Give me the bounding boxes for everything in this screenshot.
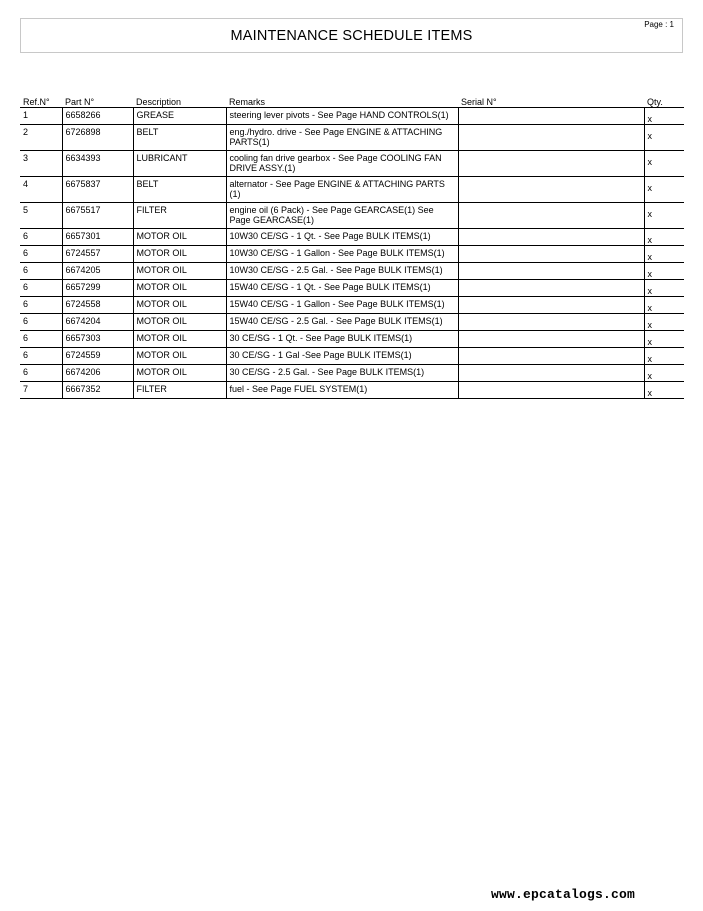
cell-ref: 6 — [20, 246, 62, 263]
table-body — [20, 108, 684, 399]
table-row — [20, 246, 684, 263]
cell-remarks: 30 CE/SG - 1 Gal -See Page BULK ITEMS(1) — [226, 348, 458, 365]
cell-remarks: alternator - See Page ENGINE & ATTACHING PARTS (1) — [226, 177, 458, 203]
cell-remarks: fuel - See Page FUEL SYSTEM(1) — [226, 382, 458, 399]
cell-qty: x — [644, 297, 684, 314]
column-header-part: Part N° — [62, 96, 133, 108]
table-row — [20, 203, 684, 229]
cell-part-number: 6724558 — [62, 297, 133, 314]
cell-qty: x — [644, 314, 684, 331]
cell-part-number: 6634393 — [62, 151, 133, 177]
cell-serial — [458, 125, 644, 151]
cell-ref: 6 — [20, 314, 62, 331]
cell-remarks: 15W40 CE/SG - 1 Gallon - See Page BULK ITEMS(1) — [226, 297, 458, 314]
cell-remarks: 30 CE/SG - 1 Qt. - See Page BULK ITEMS(1) — [226, 331, 458, 348]
footer-url[interactable]: www.epcatalogs.com — [491, 887, 636, 902]
cell-ref: 5 — [20, 203, 62, 229]
cell-remarks: 15W40 CE/SG - 2.5 Gal. - See Page BULK ITEMS(1) — [226, 314, 458, 331]
cell-description: MOTOR OIL — [133, 246, 226, 263]
cell-part-number: 6667352 — [62, 382, 133, 399]
cell-remarks: 30 CE/SG - 2.5 Gal. - See Page BULK ITEMS(1) — [226, 365, 458, 382]
table-row — [20, 348, 684, 365]
cell-description: GREASE — [133, 108, 226, 125]
cell-qty: x — [644, 177, 684, 203]
table-header-row — [20, 96, 684, 108]
cell-description: MOTOR OIL — [133, 280, 226, 297]
cell-description: MOTOR OIL — [133, 365, 226, 382]
cell-part-number: 6674205 — [62, 263, 133, 280]
cell-ref: 3 — [20, 151, 62, 177]
column-header-remarks: Remarks — [226, 96, 458, 108]
cell-remarks: 10W30 CE/SG - 1 Qt. - See Page BULK ITEMS(1) — [226, 229, 458, 246]
cell-remarks: 10W30 CE/SG - 2.5 Gal. - See Page BULK ITEMS(1) — [226, 263, 458, 280]
cell-description: MOTOR OIL — [133, 331, 226, 348]
column-header-qty: Qty. — [644, 96, 684, 108]
cell-remarks: 15W40 CE/SG - 1 Qt. - See Page BULK ITEMS(1) — [226, 280, 458, 297]
cell-serial — [458, 108, 644, 125]
cell-part-number: 6657303 — [62, 331, 133, 348]
cell-description: MOTOR OIL — [133, 263, 226, 280]
cell-remarks: steering lever pivots - See Page HAND CONTROLS(1) — [226, 108, 458, 125]
cell-qty: x — [644, 246, 684, 263]
cell-ref: 2 — [20, 125, 62, 151]
cell-description: MOTOR OIL — [133, 229, 226, 246]
cell-qty: x — [644, 125, 684, 151]
cell-ref: 6 — [20, 263, 62, 280]
table-row — [20, 365, 684, 382]
cell-description: BELT — [133, 125, 226, 151]
table-row — [20, 280, 684, 297]
cell-part-number: 6674206 — [62, 365, 133, 382]
cell-serial — [458, 348, 644, 365]
cell-ref: 6 — [20, 280, 62, 297]
cell-description: FILTER — [133, 203, 226, 229]
cell-part-number: 6724559 — [62, 348, 133, 365]
cell-serial — [458, 229, 644, 246]
table-row — [20, 151, 684, 177]
cell-serial — [458, 177, 644, 203]
table-row — [20, 108, 684, 125]
items-table — [20, 96, 684, 399]
table-row — [20, 314, 684, 331]
cell-description: MOTOR OIL — [133, 348, 226, 365]
cell-remarks: 10W30 CE/SG - 1 Gallon - See Page BULK ITEMS(1) — [226, 246, 458, 263]
cell-ref: 4 — [20, 177, 62, 203]
cell-qty: x — [644, 108, 684, 125]
cell-qty: x — [644, 263, 684, 280]
cell-description: FILTER — [133, 382, 226, 399]
cell-serial — [458, 263, 644, 280]
cell-serial — [458, 151, 644, 177]
cell-description: MOTOR OIL — [133, 297, 226, 314]
cell-serial — [458, 365, 644, 382]
table-row — [20, 263, 684, 280]
table-row — [20, 382, 684, 399]
cell-qty: x — [644, 280, 684, 297]
cell-serial — [458, 280, 644, 297]
cell-part-number: 6657301 — [62, 229, 133, 246]
cell-ref: 6 — [20, 297, 62, 314]
cell-ref: 1 — [20, 108, 62, 125]
cell-part-number: 6724557 — [62, 246, 133, 263]
cell-qty: x — [644, 151, 684, 177]
cell-serial — [458, 382, 644, 399]
cell-ref: 6 — [20, 229, 62, 246]
cell-description: LUBRICANT — [133, 151, 226, 177]
cell-part-number: 6658266 — [62, 108, 133, 125]
cell-description: BELT — [133, 177, 226, 203]
table-row — [20, 297, 684, 314]
cell-qty: x — [644, 203, 684, 229]
cell-part-number: 6675837 — [62, 177, 133, 203]
cell-serial — [458, 331, 644, 348]
column-header-ref: Ref.N° — [20, 96, 62, 108]
cell-ref: 6 — [20, 365, 62, 382]
page-title: MAINTENANCE SCHEDULE ITEMS — [230, 28, 473, 44]
table-row — [20, 229, 684, 246]
column-header-description: Description — [133, 96, 226, 108]
cell-part-number: 6674204 — [62, 314, 133, 331]
table-row — [20, 331, 684, 348]
cell-part-number: 6726898 — [62, 125, 133, 151]
table-row — [20, 125, 684, 151]
cell-remarks: eng./hydro. drive - See Page ENGINE & ATTACHING PARTS(1) — [226, 125, 458, 151]
page-header — [20, 18, 683, 53]
cell-qty: x — [644, 331, 684, 348]
table-row — [20, 177, 684, 203]
cell-remarks: engine oil (6 Pack) - See Page GEARCASE(1) See Page GEARCASE(1) — [226, 203, 458, 229]
cell-serial — [458, 314, 644, 331]
cell-ref: 6 — [20, 348, 62, 365]
cell-qty: x — [644, 348, 684, 365]
cell-qty: x — [644, 382, 684, 399]
cell-description: MOTOR OIL — [133, 314, 226, 331]
cell-remarks: cooling fan drive gearbox - See Page COOLING FAN DRIVE ASSY.(1) — [226, 151, 458, 177]
cell-qty: x — [644, 229, 684, 246]
cell-serial — [458, 297, 644, 314]
column-header-serial: Serial N° — [458, 96, 644, 108]
cell-serial — [458, 246, 644, 263]
cell-part-number: 6657299 — [62, 280, 133, 297]
page-number: Page : 1 — [644, 20, 674, 29]
cell-ref: 7 — [20, 382, 62, 399]
cell-qty: x — [644, 365, 684, 382]
cell-serial — [458, 203, 644, 229]
cell-ref: 6 — [20, 331, 62, 348]
cell-part-number: 6675517 — [62, 203, 133, 229]
